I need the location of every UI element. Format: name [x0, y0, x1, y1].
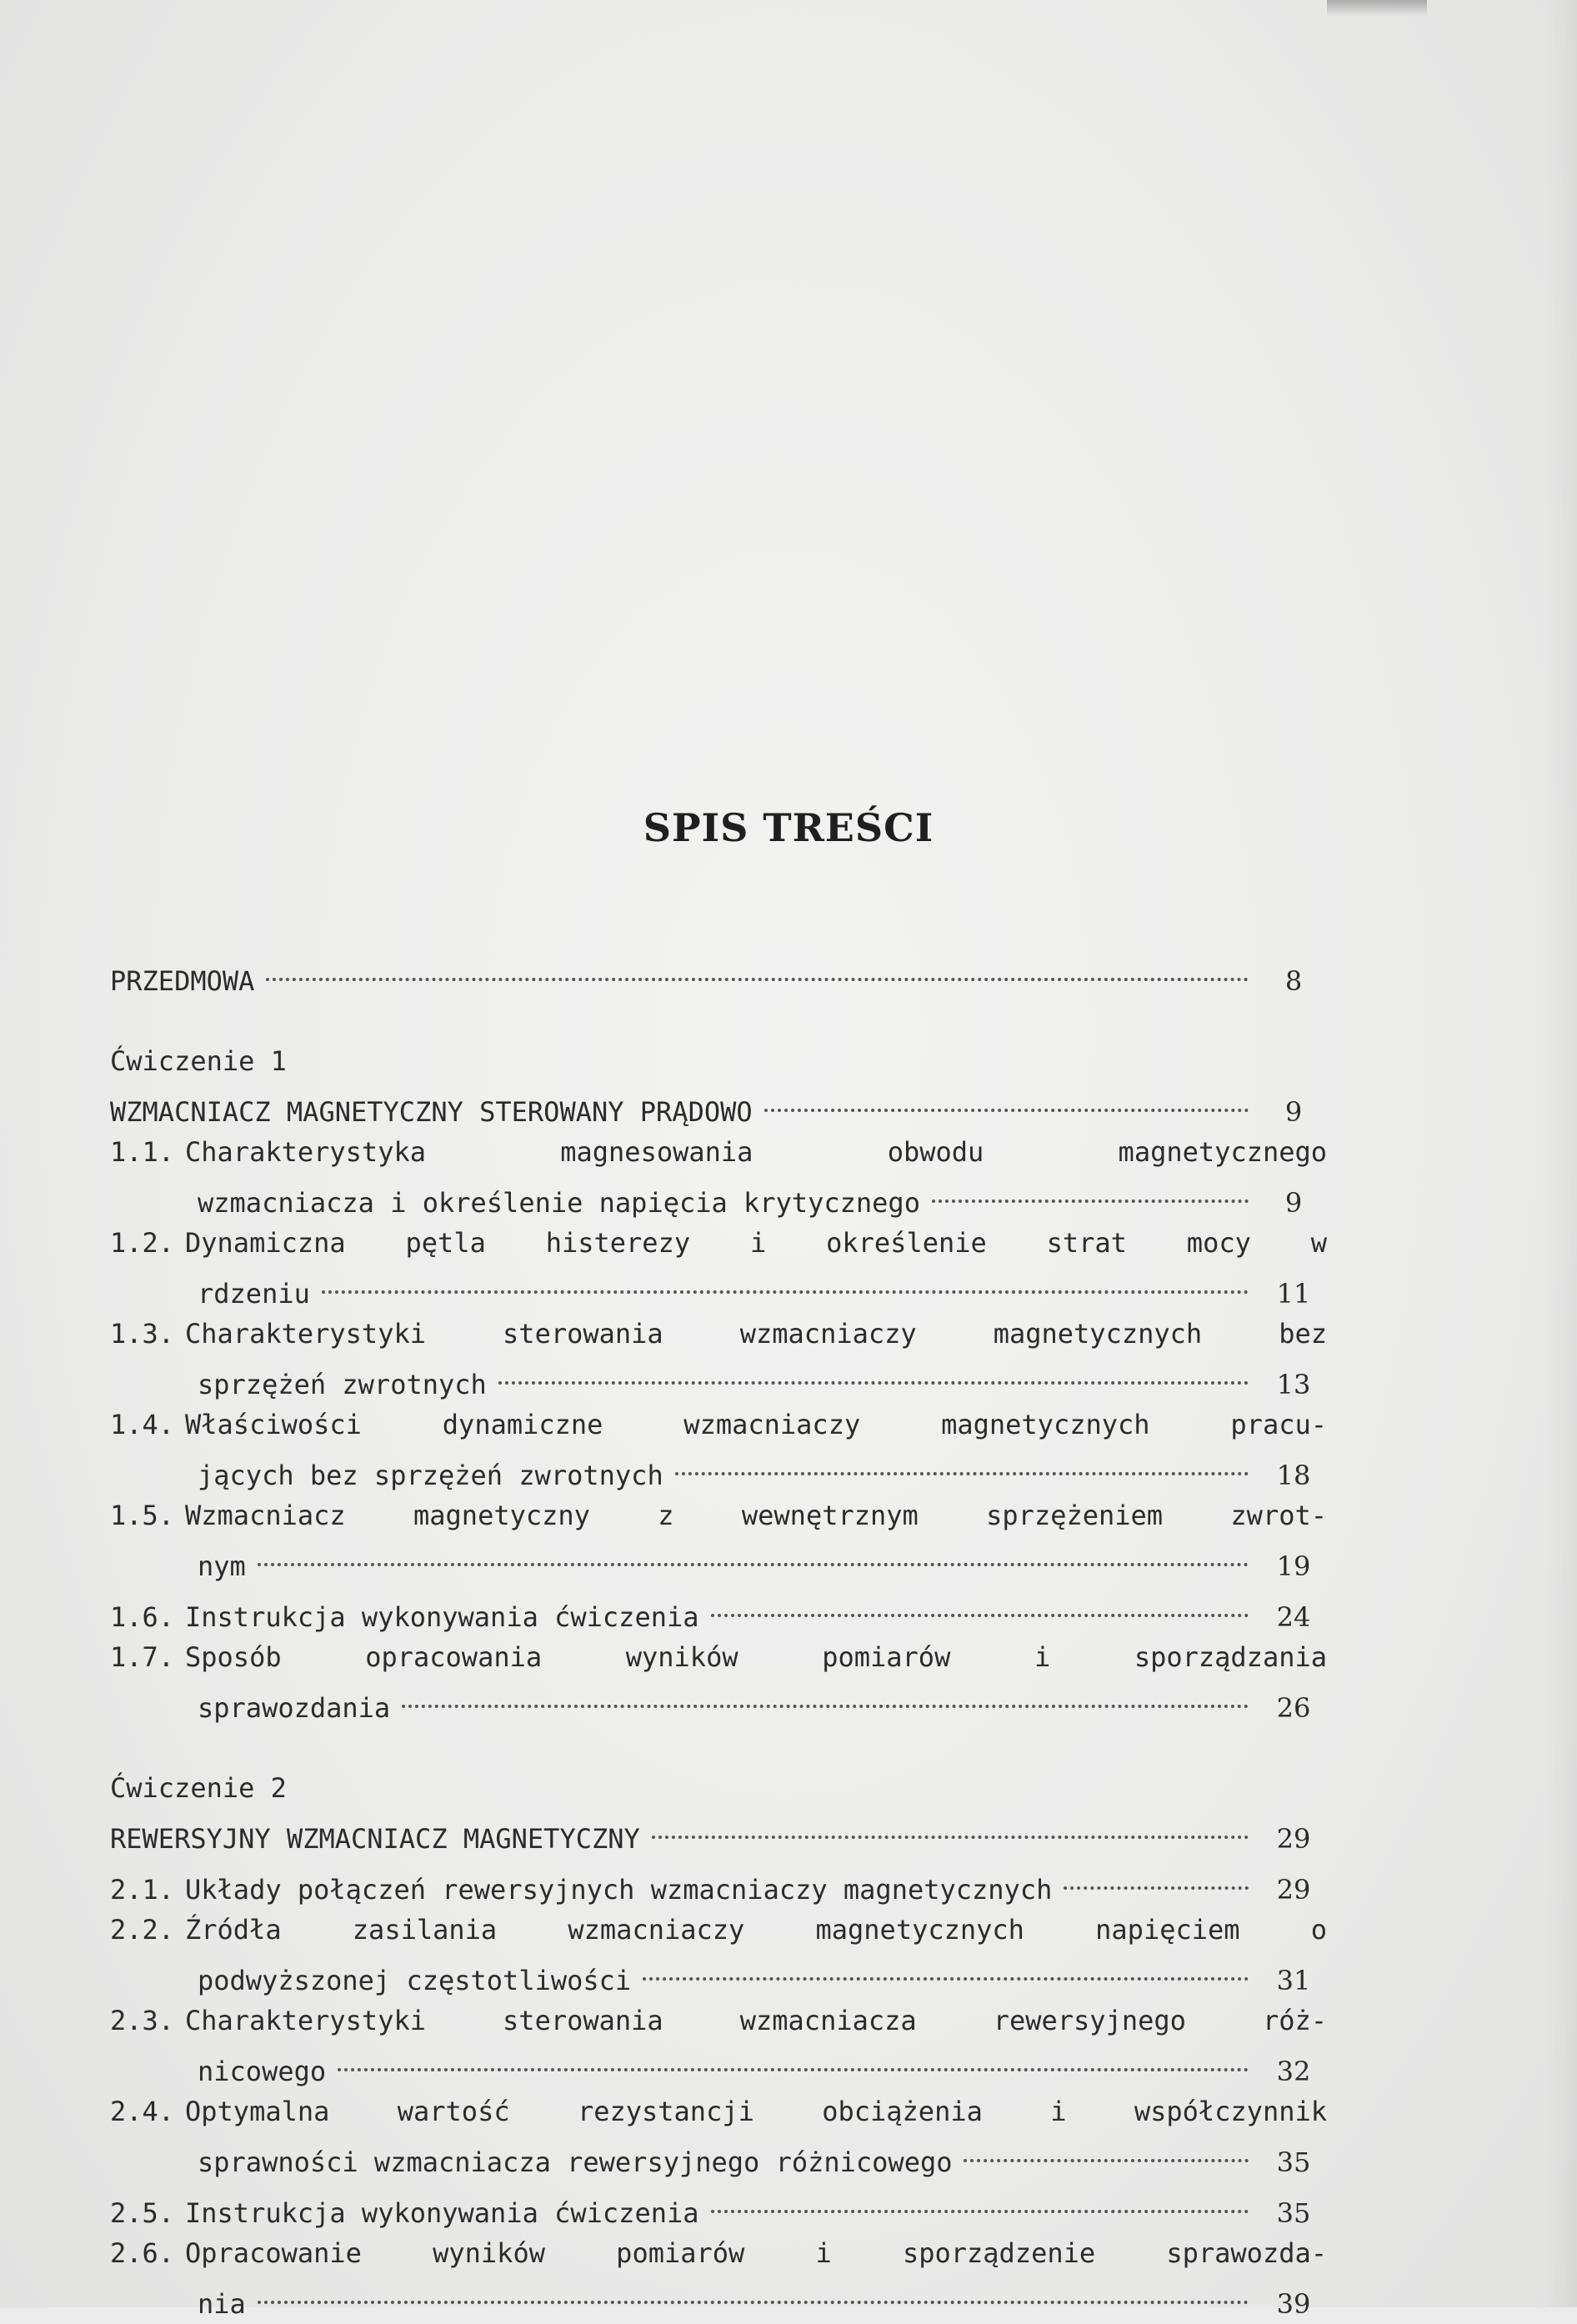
dot-leader	[402, 1677, 1249, 1717]
toc-entry-1-7-cont[interactable]: sprawozdania 26	[110, 1677, 1327, 1728]
toc-entry-2-2[interactable]: 2.2. Źródła zasilania wzmacniaczy magnetycznych napięciem o	[110, 1914, 1327, 1946]
page-title: SPIS TREŚCI	[643, 805, 934, 850]
dot-leader	[711, 1586, 1249, 1626]
dot-leader	[711, 2182, 1249, 2222]
toc-entry-2-3[interactable]: 2.3. Charakterystyki sterowania wzmacniacza rewersyjnego róż-	[110, 2005, 1327, 2036]
toc-entry-2-4-cont[interactable]: sprawności wzmacniacza rewersyjnego różnicowego 35	[110, 2131, 1327, 2182]
toc-entry-1-3[interactable]: 1.3. Charakterystyki sterowania wzmacniaczy magnetycznych bez	[110, 1318, 1327, 1350]
dot-leader	[764, 1081, 1249, 1121]
dot-leader	[322, 1263, 1249, 1303]
dot-leader	[498, 1354, 1249, 1394]
section-gap	[110, 1001, 1327, 1041]
toc-page-number: 8	[1284, 965, 1303, 997]
toc-entry-2-4[interactable]: 2.4. Optymalna wartość rezystancji obciążenia i współczynnik	[110, 2096, 1327, 2127]
toc-entry-2-6[interactable]: 2.6. Opracowanie wyników pomiarów i sporządzenie sprawozda-	[110, 2237, 1327, 2269]
toc-entry-1-1-cont[interactable]: wzmacniacza i określenie napięcia krytycznego 9	[110, 1172, 1327, 1223]
dot-leader	[643, 1950, 1249, 1990]
page-edge-shadow	[1544, 0, 1577, 2307]
toc-entry-exercise-title[interactable]: REWERSYJNY WZMACNIACZ MAGNETYCZNY 29	[110, 1808, 1327, 1859]
dot-leader	[675, 1445, 1249, 1485]
exercise-heading: Ćwiczenie 1	[110, 1045, 287, 1077]
toc-entry-1-2-cont[interactable]: rdzeniu 11	[110, 1263, 1327, 1314]
toc-entry-1-3-cont[interactable]: sprzężeń zwrotnych 13	[110, 1354, 1327, 1405]
dot-leader	[1064, 1859, 1249, 1899]
toc-entry-przedmowa[interactable]	[110, 950, 1327, 1001]
toc-entry-1-5-cont[interactable]: nym 19	[110, 1535, 1327, 1586]
exercise-heading: Ćwiczenie 2	[110, 1772, 287, 1804]
toc-entry-1-6[interactable]: 1.6. Instrukcja wykonywania ćwiczenia 24	[110, 1586, 1327, 1637]
table-of-contents	[110, 950, 1327, 2324]
dot-leader	[964, 2131, 1249, 2171]
dot-leader	[652, 1808, 1249, 1848]
toc-entry-1-7[interactable]: 1.7. Sposób opracowania wyników pomiarów i sporządzania	[110, 1641, 1327, 1673]
toc-entry-2-1[interactable]: 2.1. Układy połączeń rewersyjnych wzmacniaczy magnetycznych 29	[110, 1859, 1327, 1910]
toc-entry-1-4-cont[interactable]: jących bez sprzężeń zwrotnych 18	[110, 1445, 1327, 1495]
dot-leader	[258, 1535, 1249, 1575]
toc-entry-2-6-cont[interactable]: nia 39	[110, 2273, 1327, 2324]
dot-leader	[266, 950, 1249, 990]
toc-entry-1-4[interactable]: 1.4. Właściwości dynamiczne wzmacniaczy magnetycznych pracu-	[110, 1409, 1327, 1440]
section-gap	[110, 1728, 1327, 1768]
toc-entry-exercise-title[interactable]: WZMACNIACZ MAGNETYCZNY STEROWANY PRĄDOWO 9	[110, 1081, 1327, 1132]
toc-entry-1-1[interactable]: 1.1. Charakterystyka magnesowania obwodu magnetycznego	[110, 1136, 1327, 1168]
dot-leader	[338, 2041, 1249, 2081]
toc-entry-2-5[interactable]: 2.5. Instrukcja wykonywania ćwiczenia 35	[110, 2182, 1327, 2233]
scan-corner-mark	[1327, 0, 1427, 17]
toc-entry-1-2[interactable]: 1.2. Dynamiczna pętla histerezy i określenie strat mocy w	[110, 1227, 1327, 1259]
toc-entry-2-3-cont[interactable]: nicowego 32	[110, 2041, 1327, 2091]
toc-entry-text: PRZEDMOWA	[110, 965, 255, 997]
dot-leader	[932, 1172, 1249, 1212]
toc-entry-2-2-cont[interactable]: podwyższonej częstotliwości 31	[110, 1950, 1327, 2001]
toc-entry-1-5[interactable]: 1.5. Wzmacniacz magnetyczny z wewnętrznym sprzężeniem zwrot-	[110, 1500, 1327, 1531]
